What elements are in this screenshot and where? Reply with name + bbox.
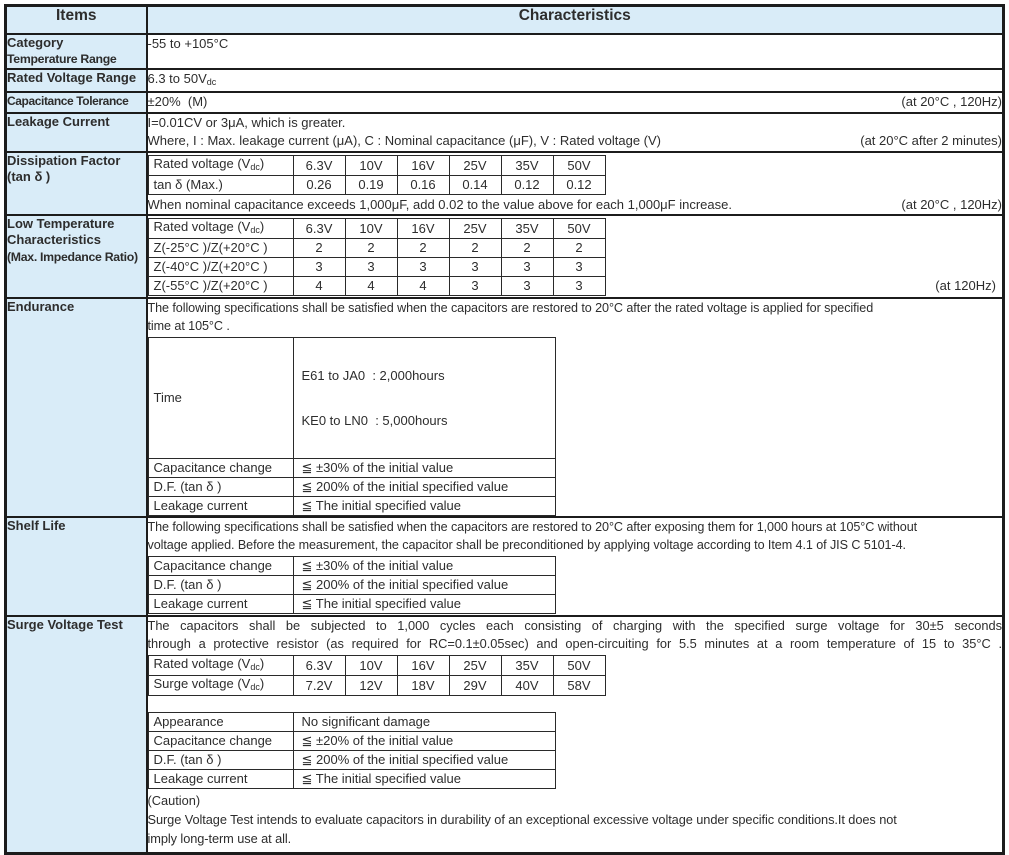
criteria-row-value: ≦ 200% of the initial specified value [293,477,555,496]
criteria-row-label: Capacitance change [148,458,293,477]
criteria-row-label: D.F. (tan δ ) [148,575,293,594]
criteria-row-label: D.F. (tan δ ) [148,477,293,496]
table-row [148,238,605,257]
row-category-temperature-range [6,34,1004,69]
shelf-life-table [148,556,556,614]
label-text: ) [259,155,265,171]
table-cell: 2 [501,238,553,257]
subscript-dc: dc [250,224,260,235]
table-cell: 3 [293,257,345,276]
caution-text: Surge Voltage Test intends to evaluate capacitors in durability of an exceptional excessive voltage under specific conditions.It does not [147,811,897,827]
leakage-current-formula: I=0.01CV or 3μA, which is greater. [147,114,346,130]
subscript-dc: dc [250,681,260,692]
dissipation-factor-value-cell [147,152,1004,215]
label-text: Surge voltage (V [153,675,251,691]
surge-voltage-test-value-cell [147,616,1004,854]
impedance-ratio-row-label: Z(-25°C )/Z(+20°C ) [148,238,293,257]
table-cell: 3 [501,257,553,276]
table-row [148,556,555,575]
impedance-ratio-row-label: Z(-40°C )/Z(+20°C ) [148,257,293,276]
table-cell: 4 [345,276,397,295]
table-cell: 16V [397,218,449,238]
items-header: Items [6,6,147,34]
dissipation-factor-label [6,152,147,215]
endurance-description: time at 105°C . [147,318,230,333]
table-cell: 29V [449,675,501,695]
measurement-condition-note: (at 20°C after 2 minutes) [860,132,1002,148]
criteria-row-value: ≦ The initial specified value [293,496,555,515]
capacitance-tolerance-line [148,93,1003,111]
table-cell: 50V [553,155,605,175]
rated-voltage-row-label [148,155,293,175]
table-cell: 10V [345,218,397,238]
criteria-row-label: D.F. (tan δ ) [148,750,293,769]
table-cell: 3 [553,257,605,276]
table-cell: 4 [397,276,449,295]
value-text: 6.3 to 50V [147,70,207,86]
table-row [148,155,605,175]
table-row [148,731,555,750]
time-value-line: KE0 to LN0 : 5,000hours [301,412,448,428]
table-row [148,218,605,238]
endurance-label: Endurance [6,298,147,517]
time-value-line: E61 to JA0 : 2,000hours [301,367,445,383]
label-line: Characteristics [7,232,101,247]
table-cell: 2 [449,238,501,257]
criteria-row-value: ≦ 200% of the initial specified value [293,575,555,594]
table-row [148,477,555,496]
table-cell: 50V [553,218,605,238]
capacitance-tolerance-label [6,92,147,113]
criteria-row-value: ≦ ±30% of the initial value [293,458,555,477]
table-cell: 0.12 [553,175,605,194]
label-text: ) [259,218,265,234]
table-cell: 10V [345,155,397,175]
table-cell: 2 [345,238,397,257]
criteria-row-label: Appearance [148,712,293,731]
dissipation-factor-note: When nominal capacitance exceeds 1,000μF, add 0.02 to the value above for each 1,000μF increase. [147,196,732,212]
surge-voltage-test-label: Surge Voltage Test [6,616,147,854]
category-temperature-range-value-cell [147,34,1004,69]
criteria-row-label: Leakage current [148,769,293,788]
capacitance-tolerance-value: ±20% (M) [147,93,208,109]
criteria-row-value: ≦ The initial specified value [293,769,555,788]
caution-text: imply long-term use at all. [147,830,292,846]
table-cell: 2 [293,238,345,257]
table-cell: 25V [449,218,501,238]
table-row [148,337,555,458]
criteria-row-label: Capacitance change [148,731,293,750]
label-text: Rated voltage (V [153,655,251,671]
table-cell: 0.26 [293,175,345,194]
table-cell: 12V [345,675,397,695]
endurance-value-cell [147,298,1004,517]
row-surge-voltage-test [6,616,1004,854]
endurance-description: The following specifications shall be satisfied when the capacitors are restored to 20°C after the rated voltage is applied for specified [147,300,874,315]
label-line: (tan δ ) [7,169,51,184]
criteria-row-value: No significant damage [293,712,555,731]
table-cell: 35V [501,155,553,175]
surge-description: The capacitors shall be subjected to 1,000 cycles each consisting of charging with the specified surge voltage for 30±5 seconds [147,617,1002,633]
low-temperature-value-cell [147,215,1004,298]
criteria-row-value: ≦ The initial specified value [293,594,555,613]
table-cell: 0.19 [345,175,397,194]
table-cell: 3 [449,257,501,276]
table-cell: 16V [397,155,449,175]
table-row [148,276,605,295]
table-cell: 2 [397,238,449,257]
subscript-dc: dc [250,161,260,172]
caution-title: (Caution) [147,792,201,808]
table-cell: 58V [553,675,605,695]
table-row [148,257,605,276]
surge-results-table [148,712,556,789]
table-cell: 0.14 [449,175,501,194]
criteria-row-value: ≦ ±30% of the initial value [293,556,555,575]
endurance-table [148,337,556,516]
table-cell: 6.3V [293,218,345,238]
label-text: Rated voltage (V [153,155,251,171]
label-line: Capacitance Tolerance [7,93,129,108]
low-temperature-table [148,218,606,296]
table-cell: 16V [397,655,449,675]
table-row [148,750,555,769]
tan-delta-row-label: tan δ (Max.) [148,175,293,194]
surge-voltage-table [148,655,606,696]
label-line: Dissipation Factor [7,152,121,168]
table-cell: 10V [345,655,397,675]
table-row [148,769,555,788]
table-cell: 2 [553,238,605,257]
surge-voltage-row-label [148,675,293,695]
criteria-row-label: Leakage current [148,594,293,613]
table-row [148,594,555,613]
measurement-condition-note: (at 120Hz) [935,277,996,293]
leakage-current-value-cell [147,113,1004,152]
time-row-label: Time [148,337,293,458]
table-row [148,496,555,515]
table-cell: 3 [345,257,397,276]
table-cell: 50V [553,655,605,675]
row-low-temperature-characteristics [6,215,1004,298]
row-dissipation-factor [6,152,1004,215]
table-cell: 6.3V [293,155,345,175]
leakage-current-definition-line [148,132,1003,150]
rated-voltage-range-label: Rated Voltage Range [6,69,147,92]
row-capacitance-tolerance [6,92,1004,113]
table-row [148,575,555,594]
characteristics-header: Characteristics [147,6,1004,34]
label-line: Low Temperature [7,215,115,231]
label-line: Category [7,34,64,50]
table-cell: 25V [449,655,501,675]
table-cell: 3 [397,257,449,276]
shelf-life-description: voltage applied. Before the measurement, the capacitor shall be preconditioned by applying voltage according to Item 4.1 of JIS C 5101-4. [147,537,906,552]
subscript-dc: dc [206,76,217,87]
table-cell: 4 [293,276,345,295]
label-text: Rated voltage (V [153,218,251,234]
capacitance-tolerance-value-cell [147,92,1004,113]
low-temperature-label [6,215,147,298]
criteria-row-value: ≦ ±20% of the initial value [293,731,555,750]
category-temperature-range-label [6,34,147,69]
rated-voltage-range-value-cell [147,69,1004,92]
shelf-life-label: Shelf Life [6,517,147,616]
measurement-condition-note: (at 20°C , 120Hz) [901,93,1002,109]
specifications-table [4,4,1005,855]
table-row [148,712,555,731]
table-cell: 0.12 [501,175,553,194]
table-cell: 6.3V [293,655,345,675]
row-endurance [6,298,1004,517]
row-shelf-life [6,517,1004,616]
time-row-value [293,337,555,458]
surge-description: through a protective resistor (as required for RC=0.1±0.05sec) and open-circuiting for 5.5 minutes at a room temperature of 15 to 35°C . [147,635,1002,651]
table-cell: 7.2V [293,675,345,695]
subscript-dc: dc [250,661,260,672]
label-line: (Max. Impedance Ratio) [7,249,138,264]
dissipation-factor-table [148,155,606,195]
table-cell: 3 [501,276,553,295]
shelf-life-value-cell [147,517,1004,616]
table-cell: 0.16 [397,175,449,194]
table-cell: 25V [449,155,501,175]
measurement-condition-note: (at 20°C , 120Hz) [901,196,1002,212]
dissipation-factor-note-line [148,196,1003,214]
table-cell: 3 [553,276,605,295]
impedance-ratio-row-label: Z(-55°C )/Z(+20°C ) [148,276,293,295]
table-row [148,655,605,675]
rated-voltage-row-label [148,218,293,238]
criteria-row-value: ≦ 200% of the initial specified value [293,750,555,769]
leakage-current-definition: Where, I : Max. leakage current (μA), C : Nominal capacitance (μF), V : Rated voltage (V) [147,132,661,148]
table-row [148,675,605,695]
row-rated-voltage-range [6,69,1004,92]
table-cell: 35V [501,218,553,238]
table-row [148,175,605,194]
header-row [6,6,1004,34]
spacer [148,696,1003,710]
table-cell: 35V [501,655,553,675]
label-line: Temperature Range [7,52,117,66]
criteria-row-label: Leakage current [148,496,293,515]
rated-voltage-row-label [148,655,293,675]
rated-voltage-range-value [148,70,1003,91]
shelf-life-description: The following specifications shall be satisfied when the capacitors are restored to 20°C after exposing them for 1,000 hours at 105°C without [147,519,918,534]
leakage-current-label: Leakage Current [6,113,147,152]
table-cell: 3 [449,276,501,295]
criteria-row-label: Capacitance change [148,556,293,575]
category-temperature-range-value: -55 to +105°C [147,35,229,51]
table-cell: 18V [397,675,449,695]
table-row [148,458,555,477]
caution-block [148,791,1003,848]
row-leakage-current [6,113,1004,152]
label-text: ) [259,675,265,691]
label-text: ) [259,655,265,671]
table-cell: 40V [501,675,553,695]
